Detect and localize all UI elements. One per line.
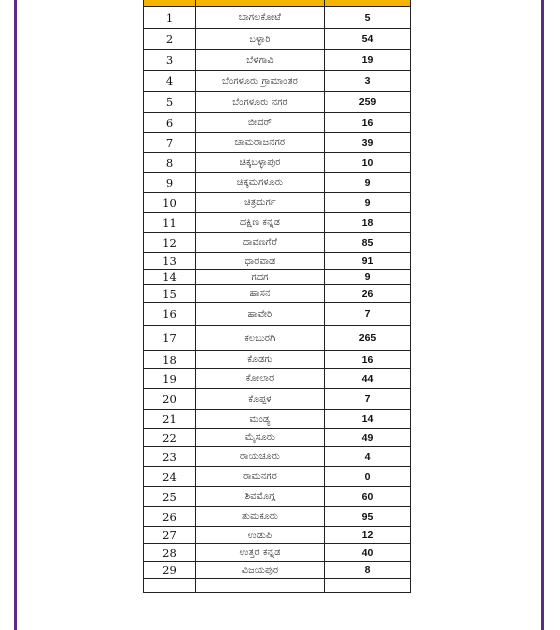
- serial-number-cell: 2: [144, 29, 196, 50]
- district-name-cell: ಕೊಪ್ಪಳ: [196, 389, 325, 410]
- district-name-cell: ಚಿತ್ರದುರ್ಗ: [196, 193, 325, 213]
- district-name-cell: ಚಾಮರಾಜನಗರ: [196, 133, 325, 153]
- count-cell: 95: [325, 507, 411, 527]
- district-name-cell: ಗದಗ: [196, 270, 325, 285]
- count-cell: 49: [325, 429, 411, 447]
- district-name-cell: ಉತ್ತರ ಕನ್ನಡ: [196, 544, 325, 562]
- count-cell: 4: [325, 447, 411, 467]
- count-cell: 259: [325, 92, 411, 113]
- table-row: [144, 193, 411, 213]
- serial-number-cell: 7: [144, 133, 196, 153]
- district-name-cell: ಹಾವೇರಿ: [196, 303, 325, 326]
- serial-number-cell: 21: [144, 410, 196, 429]
- district-name-cell: ಬೀದರ್: [196, 113, 325, 133]
- table-row: [144, 487, 411, 507]
- count-cell: 60: [325, 487, 411, 507]
- district-name-cell: ಕೋಲಾರ: [196, 369, 325, 389]
- table-row: [144, 50, 411, 71]
- count-cell: 3: [325, 71, 411, 92]
- count-cell: 9: [325, 193, 411, 213]
- district-name-cell: ಮಂಡ್ಯ: [196, 410, 325, 429]
- table-row: [144, 233, 411, 253]
- serial-number-cell: 25: [144, 487, 196, 507]
- count-cell: 19: [325, 50, 411, 71]
- district-name-cell: ಕಲಬುರಗಿ: [196, 326, 325, 351]
- table-row: [144, 507, 411, 527]
- count-cell: 39: [325, 133, 411, 153]
- district-name-cell: ಚಿಕ್ಕಮಗಳೂರು: [196, 173, 325, 193]
- count-cell: 14: [325, 410, 411, 429]
- serial-number-cell: 10: [144, 193, 196, 213]
- district-name-cell: ಬೆಂಗಳೂರು ನಗರ: [196, 92, 325, 113]
- count-cell: 85: [325, 233, 411, 253]
- serial-number-cell: 24: [144, 467, 196, 487]
- serial-number-cell: [144, 579, 196, 593]
- district-name-cell: ಉಡುಪಿ: [196, 527, 325, 544]
- district-name-cell: ಮೈಸೂರು: [196, 429, 325, 447]
- table-row: [144, 285, 411, 303]
- serial-number-cell: 17: [144, 326, 196, 351]
- count-cell: 9: [325, 270, 411, 285]
- serial-number-cell: 5: [144, 92, 196, 113]
- count-cell: 8: [325, 562, 411, 579]
- district-name-cell: ಬೆಂಗಳೂರು ಗ್ರಾಮಾಂತರ: [196, 71, 325, 92]
- table-row: [144, 326, 411, 351]
- district-name-cell: ಬಳ್ಳಾರಿ: [196, 29, 325, 50]
- district-count-table: [143, 0, 411, 593]
- table-row: [144, 303, 411, 326]
- table-row: [144, 369, 411, 389]
- table-row: [144, 562, 411, 579]
- table-row: [144, 351, 411, 369]
- serial-number-cell: 23: [144, 447, 196, 467]
- table-row: [144, 253, 411, 270]
- district-name-cell: ಕೊಡಗು: [196, 351, 325, 369]
- count-cell: 265: [325, 326, 411, 351]
- district-name-cell: ವಿಜಯಪುರ: [196, 562, 325, 579]
- count-cell: 18: [325, 213, 411, 233]
- count-cell: 9: [325, 173, 411, 193]
- serial-number-cell: 18: [144, 351, 196, 369]
- table-row: [144, 544, 411, 562]
- serial-number-cell: 29: [144, 562, 196, 579]
- district-name-cell: ಶಿವಮೊಗ್ಗ: [196, 487, 325, 507]
- serial-number-cell: 19: [144, 369, 196, 389]
- count-cell: 0: [325, 467, 411, 487]
- serial-number-cell: 22: [144, 429, 196, 447]
- district-name-cell: [196, 579, 325, 593]
- table-row: [144, 153, 411, 173]
- district-name-cell: ದಾವಣಗೆರೆ: [196, 233, 325, 253]
- table-row: [144, 410, 411, 429]
- serial-number-cell: 13: [144, 253, 196, 270]
- count-cell: 40: [325, 544, 411, 562]
- count-cell: 16: [325, 113, 411, 133]
- serial-number-cell: 6: [144, 113, 196, 133]
- count-cell: 12: [325, 527, 411, 544]
- serial-number-cell: 4: [144, 71, 196, 92]
- serial-number-cell: 15: [144, 285, 196, 303]
- table-row: [144, 270, 411, 285]
- table-row: [144, 429, 411, 447]
- serial-number-cell: 20: [144, 389, 196, 410]
- count-cell: 26: [325, 285, 411, 303]
- district-name-cell: ಚಿಕ್ಕಬಳ್ಳಾಪುರ: [196, 153, 325, 173]
- count-cell: 54: [325, 29, 411, 50]
- table-row: [144, 467, 411, 487]
- serial-number-cell: 14: [144, 270, 196, 285]
- table-row: [144, 527, 411, 544]
- serial-number-cell: 3: [144, 50, 196, 71]
- table-row: [144, 213, 411, 233]
- table-row: [144, 173, 411, 193]
- serial-number-cell: 1: [144, 7, 196, 29]
- serial-number-cell: 8: [144, 153, 196, 173]
- table-row: [144, 113, 411, 133]
- serial-number-cell: 26: [144, 507, 196, 527]
- serial-number-cell: 28: [144, 544, 196, 562]
- table-row: [144, 71, 411, 92]
- serial-number-cell: 27: [144, 527, 196, 544]
- table-row: [144, 447, 411, 467]
- district-name-cell: ತುಮಕೂರು: [196, 507, 325, 527]
- table-row: [144, 133, 411, 153]
- serial-number-cell: 9: [144, 173, 196, 193]
- count-cell: 44: [325, 369, 411, 389]
- table-row: [144, 29, 411, 50]
- count-cell: 10: [325, 153, 411, 173]
- district-name-cell: ಹಾಸನ: [196, 285, 325, 303]
- district-name-cell: ಬೆಳಗಾವಿ: [196, 50, 325, 71]
- table-row: [144, 92, 411, 113]
- district-name-cell: ಧಾರವಾಡ: [196, 253, 325, 270]
- serial-number-cell: 16: [144, 303, 196, 326]
- count-cell: 91: [325, 253, 411, 270]
- district-name-cell: ದಕ್ಷಿಣ ಕನ್ನಡ: [196, 213, 325, 233]
- district-name-cell: ರಾಯಚೂರು: [196, 447, 325, 467]
- count-cell: 5: [325, 7, 411, 29]
- table-row: [144, 579, 411, 593]
- serial-number-cell: 12: [144, 233, 196, 253]
- district-name-cell: ರಾಮನಗರ: [196, 467, 325, 487]
- count-cell: 16: [325, 351, 411, 369]
- table-row: [144, 389, 411, 410]
- count-cell: [325, 579, 411, 593]
- count-cell: 7: [325, 389, 411, 410]
- table-row: [144, 7, 411, 29]
- count-cell: 7: [325, 303, 411, 326]
- serial-number-cell: 11: [144, 213, 196, 233]
- district-name-cell: ಬಾಗಲಕೋಟೆ: [196, 7, 325, 29]
